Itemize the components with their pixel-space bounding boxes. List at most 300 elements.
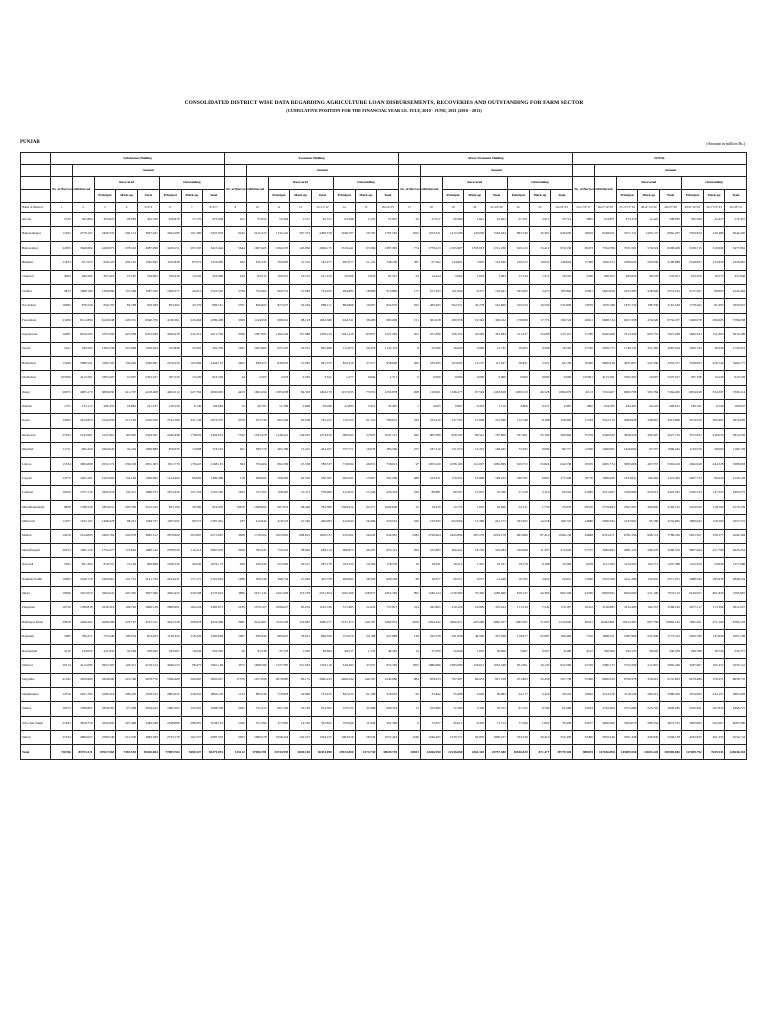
total-cell: 716766 [51, 745, 73, 760]
data-cell: 27164 [51, 731, 73, 745]
data-cell: 8279.480 [681, 673, 703, 687]
data-cell: 44 [225, 371, 247, 385]
data-cell: 12 [225, 400, 247, 414]
data-cell: 6340.379 [138, 313, 160, 327]
data-cell: 870.035 [159, 443, 181, 457]
data-cell: 159.955 [638, 572, 660, 586]
data-cell: 2141.734 [138, 572, 160, 586]
data-cell: 4298.586 [94, 615, 116, 629]
data-cell: 18.562 [551, 342, 573, 356]
data-cell: 10573 [51, 702, 73, 716]
total-header: Total [551, 190, 573, 203]
principal-header: Principal [442, 190, 464, 203]
data-cell: 1157.635 [333, 385, 355, 399]
data-cell: 667.952 [268, 500, 290, 514]
data-cell: 1003.805 [268, 529, 290, 543]
data-cell: 801.290 [268, 702, 290, 716]
data-cell: 425.758 [312, 572, 334, 586]
data-cell: 508.839 [660, 213, 682, 227]
data-cell: 914.595 [312, 702, 334, 716]
data-cell: 5605.927 [203, 673, 225, 687]
data-cell: 22729 [573, 659, 595, 673]
total-cell: 124646.335 [725, 745, 747, 760]
data-cell: 28.283 [116, 213, 138, 227]
data-cell: 228.029 [638, 284, 660, 298]
data-cell: 23 [399, 270, 421, 284]
data-cell: 824.976 [377, 299, 399, 313]
data-cell: 1789.816 [72, 601, 94, 615]
data-cell: 13079 [573, 299, 595, 313]
data-cell: 1154.595 [616, 558, 638, 572]
data-cell: 656.105 [442, 428, 464, 442]
data-cell: 4115.581 [594, 371, 616, 385]
data-cell: 1592.235 [268, 241, 290, 255]
data-cell: 5396.460 [159, 673, 181, 687]
data-cell: 100.054 [116, 630, 138, 644]
data-cell: 3312.210 [594, 414, 616, 428]
data-cell: 14.564 [355, 558, 377, 572]
data-cell: 35379 [573, 428, 595, 442]
column-number: 18 [420, 203, 442, 213]
district-name: Pakpattan [21, 601, 51, 615]
data-cell: 586.776 [246, 443, 268, 457]
total-cell: 155589.082 [660, 745, 682, 760]
data-cell: 3135.530 [268, 615, 290, 629]
data-cell: 16390 [573, 356, 595, 370]
data-cell: 998.431 [268, 313, 290, 327]
data-cell: 300.162 [486, 313, 508, 327]
data-cell: 2066.175 [312, 241, 334, 255]
column-number: 6 [159, 203, 181, 213]
data-cell: 130.572 [507, 256, 529, 270]
data-cell: 8658.735 [725, 673, 747, 687]
data-cell: 3399 [225, 313, 247, 327]
data-cell: 5458.090 [94, 673, 116, 687]
data-cell: 5490.078 [681, 313, 703, 327]
table-row [21, 371, 747, 385]
data-cell: 6954.949 [681, 385, 703, 399]
data-cell: 3131.375 [333, 615, 355, 629]
data-cell: 1496.965 [594, 443, 616, 457]
data-cell: 223.349 [638, 630, 660, 644]
data-cell: 391.599 [377, 716, 399, 730]
data-cell: 13.389 [464, 515, 486, 529]
data-cell: 18.866 [355, 284, 377, 298]
data-cell: 7.283 [486, 270, 508, 284]
data-cell: 1468.377 [159, 284, 181, 298]
data-cell: 15.937 [464, 486, 486, 500]
data-cell: 1072.444 [377, 731, 399, 745]
data-cell: 101.333 [420, 284, 442, 298]
blank-cell [51, 165, 73, 177]
data-cell: 2087.434 [660, 342, 682, 356]
data-cell: 147.523 [703, 486, 725, 500]
data-cell: 202.067 [703, 716, 725, 730]
data-cell: 444.328 [703, 457, 725, 471]
data-cell: 221.237 [138, 400, 160, 414]
data-cell: 576.024 [638, 241, 660, 255]
table-row [21, 515, 747, 529]
outstanding-header: Outstanding [681, 177, 746, 190]
data-cell: 901.375 [312, 356, 334, 370]
data-cell: 501.206 [377, 472, 399, 486]
data-cell: 0.000 [551, 371, 573, 385]
data-cell: 2.915 [529, 213, 551, 227]
data-cell: 849.123 [94, 256, 116, 270]
total-cell: 147026.890 [594, 745, 616, 760]
data-cell: 237.702 [442, 414, 464, 428]
data-cell: 379.646 [333, 716, 355, 730]
data-cell: 4453 [225, 385, 247, 399]
data-cell: 377.881 [268, 716, 290, 730]
principal-header: Principal [616, 190, 638, 203]
data-cell: 55.052 [246, 213, 268, 227]
data-cell: 25.391 [181, 342, 203, 356]
data-cell: 756.404 [246, 457, 268, 471]
data-cell: 13.968 [181, 443, 203, 457]
total-cell: 23797.380 [486, 745, 508, 760]
data-cell: 22.002 [486, 213, 508, 227]
data-cell: 35.842 [420, 687, 442, 701]
data-cell: 878.253 [420, 673, 442, 687]
data-cell: 2191.602 [203, 572, 225, 586]
data-cell: 2.899 [507, 400, 529, 414]
data-cell: 932 [399, 299, 421, 313]
data-cell: 0.000 [464, 371, 486, 385]
data-cell: 3425.581 [660, 486, 682, 500]
data-cell: 2851.303 [138, 457, 160, 471]
data-cell: 727.565 [246, 486, 268, 500]
data-cell: 3119.239 [616, 687, 638, 701]
data-cell: 433.070 [681, 270, 703, 284]
data-cell: 676.561 [333, 529, 355, 543]
data-cell: 660.751 [268, 284, 290, 298]
data-cell: 10487 [51, 328, 73, 342]
total-cell: 12603.220 [638, 745, 660, 760]
data-cell: 550.781 [312, 472, 334, 486]
data-cell: 101 [225, 213, 247, 227]
table-row [21, 428, 747, 442]
district-name: Bahawalnagar [21, 227, 51, 241]
data-cell: 467.557 [638, 457, 660, 471]
data-cell: 1129.079 [681, 443, 703, 457]
data-cell: 502.551 [442, 299, 464, 313]
data-cell: 16.145 [529, 659, 551, 673]
data-cell: 2079 [225, 414, 247, 428]
data-cell: 62.592 [290, 472, 312, 486]
data-cell: 36.043 [638, 644, 660, 658]
recovered-header: Recovered [94, 177, 159, 190]
data-cell: 3233.141 [725, 659, 747, 673]
data-cell: 2101.195 [138, 500, 160, 514]
data-cell: 9732.257 [660, 313, 682, 327]
data-cell: 387 [399, 256, 421, 270]
data-cell: 1360.092 [138, 472, 160, 486]
data-cell: 93.588 [333, 213, 355, 227]
data-cell: 80.777 [551, 443, 573, 457]
data-cell: 1.277 [333, 371, 355, 385]
data-cell: 5752.296 [616, 659, 638, 673]
data-cell: 5095.666 [616, 457, 638, 471]
data-cell: 2215.223 [246, 227, 268, 241]
data-cell: 51.389 [268, 400, 290, 414]
data-cell: 138 [399, 630, 421, 644]
data-cell: 0.000 [529, 371, 551, 385]
data-cell: 11960 [573, 572, 595, 586]
data-cell: 66.682 [181, 472, 203, 486]
data-cell: 934.961 [377, 529, 399, 543]
column-number: 30=6+14+22 [681, 203, 703, 213]
data-cell: 23.698 [529, 328, 551, 342]
data-cell: 328.560 [594, 644, 616, 658]
data-cell: 16.026 [486, 500, 508, 514]
data-cell: 1096.880 [138, 443, 160, 457]
data-cell: 3449.188 [138, 716, 160, 730]
markup-header: Mark-up [529, 190, 551, 203]
total-cell: 83279.091 [203, 745, 225, 760]
principal-header: Principal [507, 190, 529, 203]
data-cell: 652.066 [551, 659, 573, 673]
data-cell: 28.593 [355, 572, 377, 586]
data-cell: 955.112 [377, 543, 399, 557]
data-cell: 0.000 [420, 371, 442, 385]
table-row [21, 400, 747, 414]
data-cell: 159.292 [116, 356, 138, 370]
data-cell: 7031.561 [616, 241, 638, 255]
data-cell: 5965.446 [660, 659, 682, 673]
data-cell: 48.217 [333, 644, 355, 658]
data-cell: 1.517 [290, 213, 312, 227]
data-cell: 1809.557 [486, 731, 508, 745]
data-cell: 177.458 [116, 702, 138, 716]
data-cell: 16770 [573, 472, 595, 486]
data-cell: 1583.597 [507, 615, 529, 629]
data-cell: 37.718 [268, 644, 290, 658]
district-name: Sialkot [21, 702, 51, 716]
data-cell: 10.572 [290, 270, 312, 284]
data-cell: 6781.266 [616, 529, 638, 543]
data-cell: 178.423 [181, 457, 203, 471]
table-row [21, 644, 747, 658]
data-cell: 710.525 [333, 414, 355, 428]
total-header: Total [377, 190, 399, 203]
data-cell: 21.540 [290, 515, 312, 529]
data-cell: 308.978 [181, 615, 203, 629]
data-cell: 1413.598 [442, 227, 464, 241]
data-cell: 58.526 [355, 731, 377, 745]
data-cell: 16.559 [529, 299, 551, 313]
table-row [21, 543, 747, 557]
data-cell: 1274.476 [312, 428, 334, 442]
data-cell: 19478 [51, 529, 73, 543]
data-cell: 112.748 [507, 414, 529, 428]
data-cell: 185.864 [551, 284, 573, 298]
data-cell: 597.538 [681, 371, 703, 385]
data-cell: 2779.684 [594, 500, 616, 514]
data-cell: 92.377 [355, 500, 377, 514]
data-cell: 1253.000 [203, 256, 225, 270]
data-cell: 2809.627 [72, 731, 94, 745]
data-cell: 1868.351 [594, 630, 616, 644]
district-name: Sargodha [21, 673, 51, 687]
data-cell: 427.889 [377, 630, 399, 644]
data-cell: 34.188 [355, 630, 377, 644]
data-cell: 209.220 [116, 687, 138, 701]
column-number: 25=1+9+17 [573, 203, 595, 213]
data-cell: 4006.618 [594, 356, 616, 370]
data-cell: 998.174 [638, 529, 660, 543]
data-cell: 251.663 [290, 659, 312, 673]
data-cell: 716.523 [203, 443, 225, 457]
markup-header: Mark-up [638, 190, 660, 203]
data-cell: 169.945 [486, 443, 508, 457]
data-cell: 61.110 [355, 414, 377, 428]
total-cell: 85753.231 [72, 745, 94, 760]
data-cell: 1212.459 [681, 558, 703, 572]
data-cell: 55300 [573, 673, 595, 687]
data-cell: 141.311 [116, 486, 138, 500]
data-cell: 211.816 [638, 659, 660, 673]
data-cell: 2643.699 [442, 529, 464, 543]
data-cell: 1685.563 [159, 702, 181, 716]
data-cell: 2465 [225, 356, 247, 370]
data-cell: 13.229 [703, 371, 725, 385]
data-cell: 109 [399, 486, 421, 500]
data-cell: 5678.776 [138, 673, 160, 687]
data-cell: 0.000 [507, 371, 529, 385]
data-cell: 3807.464 [681, 543, 703, 557]
data-cell: 325.365 [116, 587, 138, 601]
data-cell: 1335.478 [246, 428, 268, 442]
data-cell: 171.519 [507, 601, 529, 615]
data-cell: 1570.751 [442, 731, 464, 745]
data-cell: 27.187 [116, 270, 138, 284]
data-cell: 183.495 [420, 356, 442, 370]
total-cell: 36391.090 [312, 745, 334, 760]
data-cell: 884.896 [333, 299, 355, 313]
data-cell: 225.613 [638, 486, 660, 500]
disbursed-header: Disbursed [246, 177, 268, 203]
table-row [21, 328, 747, 342]
data-cell: 2688.542 [681, 572, 703, 586]
data-cell: 239.100 [116, 457, 138, 471]
data-cell: 196.668 [507, 543, 529, 557]
data-cell: 2232.995 [660, 515, 682, 529]
data-cell: 153.578 [290, 587, 312, 601]
data-cell: 5305.495 [616, 371, 638, 385]
data-cell: 4292.364 [725, 529, 747, 543]
data-cell: 215.339 [116, 731, 138, 745]
column-number: 9 [225, 203, 247, 213]
data-cell: 2.505 [246, 371, 268, 385]
data-cell: 4302.425 [159, 587, 181, 601]
data-cell: 785.947 [246, 543, 268, 557]
district-name: Narowal [21, 558, 51, 572]
data-cell: 75.057 [420, 716, 442, 730]
data-cell: 54.939 [703, 558, 725, 572]
data-cell: 844.795 [94, 299, 116, 313]
data-cell: 122.527 [290, 731, 312, 745]
data-cell: 0.000 [486, 371, 508, 385]
column-number: 10 [246, 203, 268, 213]
data-cell: 28473 [573, 241, 595, 255]
data-cell: 745.222 [312, 414, 334, 428]
total-cell: 22266.950 [420, 745, 442, 760]
data-cell: 1.311 [529, 270, 551, 284]
data-cell: 1063.616 [333, 731, 355, 745]
data-cell: 2314.063 [72, 529, 94, 543]
data-cell: 753.349 [94, 630, 116, 644]
data-cell: 26.496 [355, 515, 377, 529]
data-cell: 78.755 [486, 702, 508, 716]
data-cell: 3238.853 [681, 356, 703, 370]
data-cell: 827.518 [486, 673, 508, 687]
data-cell: 291.038 [442, 630, 464, 644]
data-cell: 106.762 [116, 601, 138, 615]
column-number: 32=30+31 [725, 203, 747, 213]
data-cell: 1209.660 [486, 587, 508, 601]
data-cell: 926.050 [551, 227, 573, 241]
data-cell: 1027.805 [246, 342, 268, 356]
data-cell: 118.329 [181, 630, 203, 644]
data-cell: 649.114 [312, 543, 334, 557]
data-cell: 3907.047 [138, 227, 160, 241]
data-cell: 352.825 [312, 716, 334, 730]
data-cell: 23299 [51, 313, 73, 327]
data-cell: 4112.080 [72, 659, 94, 673]
data-cell: 10443.891 [594, 615, 616, 629]
total-cell: 7639.543 [703, 745, 725, 760]
data-cell: 53.185 [290, 702, 312, 716]
data-cell: 96.515 [246, 270, 268, 284]
data-cell: 1.062 [529, 716, 551, 730]
data-cell: 535.811 [660, 270, 682, 284]
data-cell: 3212.967 [246, 615, 268, 629]
recovered-header: Recovered [442, 177, 507, 190]
data-cell: 219.766 [116, 673, 138, 687]
data-cell: 58.060 [703, 443, 725, 457]
data-cell: 3136.883 [594, 601, 616, 615]
data-cell: 177.648 [551, 472, 573, 486]
table-row [21, 702, 747, 716]
data-cell: 600.354 [377, 702, 399, 716]
data-cell: 1983.689 [442, 659, 464, 673]
data-cell: 200 [399, 356, 421, 370]
data-cell: 2325.481 [681, 702, 703, 716]
data-cell: 18.726 [703, 644, 725, 658]
data-cell: 1162.746 [312, 601, 334, 615]
data-cell: 22.211 [507, 500, 529, 514]
data-cell: 1587.526 [138, 284, 160, 298]
data-cell: 125.958 [703, 256, 725, 270]
data-cell: 3340.997 [138, 356, 160, 370]
data-cell: 201 [225, 443, 247, 457]
data-cell: 3646.682 [72, 241, 94, 255]
table-row [21, 529, 747, 543]
column-number: 16=14+15 [377, 203, 399, 213]
data-cell: 44.382 [529, 587, 551, 601]
column-number: 19 [442, 203, 464, 213]
data-cell: 190.724 [551, 313, 573, 327]
column-number: 28=4+12+20 [638, 203, 660, 213]
data-cell: 547.609 [486, 299, 508, 313]
data-cell: 418.523 [268, 515, 290, 529]
data-cell: 1703.813 [464, 241, 486, 255]
data-cell: 1036.126 [159, 558, 181, 572]
data-cell: 2348.866 [159, 716, 181, 730]
data-cell: 422.106 [138, 213, 160, 227]
data-cell: 58.298 [312, 400, 334, 414]
